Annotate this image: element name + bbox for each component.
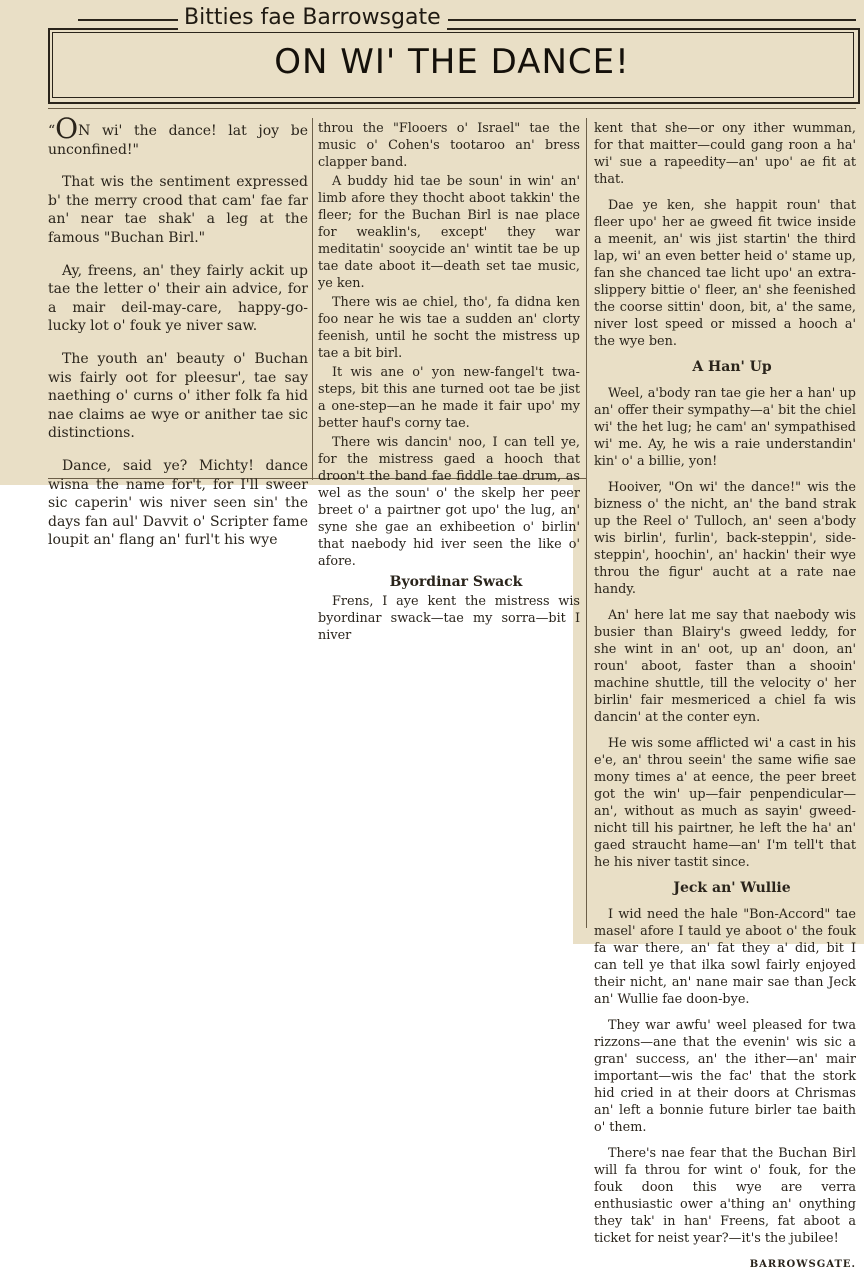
kicker-rule-left xyxy=(78,19,178,21)
column-rule-2 xyxy=(586,118,587,928)
column-3 xyxy=(594,120,856,1282)
subheading-jeck-an-wullie: Jeck an' Wullie xyxy=(673,880,791,896)
author-byline: BARROWSGATE. xyxy=(749,1259,856,1270)
paragraph: There's nae fear that the Buchan Birl will fa throu for wint o' fouk, for the fouk doon this wye are verra enthusiastic ower a'thing an' onything they tak' in han' Freens, fat aboot a ticket for neist year?—it's the jubilee! xyxy=(594,1146,856,1246)
header-underline xyxy=(48,108,856,109)
kicker-title: Bitties fae Barrowsgate xyxy=(178,5,447,31)
paragraph: A buddy hid tae be soun' in win' an' limb afore they thocht aboot takkin' the fleer; for the Buchan Birl is nae place for weaklin's, except' they war meditatin' sooycide an' wintit tae be up tae date aboot it—death set tae music, ye ken. xyxy=(318,174,580,291)
column-2 xyxy=(318,120,580,646)
paragraph: The youth an' beauty o' Buchan wis fairly oot for pleesur', tae say naething o' curns o' ither folk fa hid nae claims ae wye or anither tae sic distinctions. xyxy=(48,350,308,442)
paragraph: throu the "Flooers o' Israel" tae the music o' Cohen's tootaroo an' bress clapper band. xyxy=(318,121,580,170)
paragraph: Weel, a'body ran tae gie her a han' up an' offer their sympathy—a' bit the chiel wi' the het lug; he cam' an' sympathised wi' me. Ay, he wis a raie understandin' kin' o' a billie, yon! xyxy=(594,386,856,469)
opening-quote: “ON wi' the dance! lat joy be unconfined!" xyxy=(48,112,308,158)
paragraph: There wis dancin' noo, I can tell ye, for the mistress gaed a hooch that droon't the band fae fiddle tae drum, as wel as the soun' o' the skelp her peer breet o' a pairtner got upo' the lug, an' syne she gae an exhibeetion o' birlin' that naebody hid iver seen the like o' afore. xyxy=(318,435,580,569)
paragraph: Ay, freens, an' they fairly ackit up tae the letter o' their ain advice, for a mair deil-may-care, happy-go-lucky lot o' fouk ye niver saw. xyxy=(48,262,308,335)
paragraph: That wis the sentiment expressed b' the merry crood that cam' fae far an' near tae shak' a leg at the famous "Buchan Birl." xyxy=(48,174,308,246)
paragraph: Frens, I aye kent the mistress wis byordinar swack—tae my sorra—bit I niver xyxy=(318,594,580,643)
paragraph: Dae ye ken, she happit roun' that fleer upo' her ae gweed fit twice inside a meenit, an' wis jist startin' the third lap, wi' an even better heid o' stame up, fan she chanced tae licht upo' an extra-slippery bittie o' fleer, an' she feenished the coorse sittin' doon, bit, a' the same, niver lost speed or missed a hooch a' the wye ben. xyxy=(594,198,856,349)
paragraph: Dance, said ye? Michty! dance wisna the name for't, for I'll sweer sic caperin' wis niver seen sin' the days fan aul' Davvit o' Scripter fame loupit an' flang an' furl't his wye xyxy=(48,457,308,549)
headline: ON WI' THE DANCE! xyxy=(274,42,630,82)
paragraph: An' here lat me say that naebody wis busier than Blairy's gweed leddy, for she wint in an' oot, up an' doon, an' roun' aboot, faster than a shooin' machine shuttle, till the velocity o' her birlin' fair mesmericed a chiel fa wis dancin' at the conter eyn. xyxy=(594,608,856,725)
paragraph: I wid need the hale "Bon-Accord" tae masel' afore I tauld ye aboot o' the fouk fa war there, an' fat they a' did, bit I can tell ye that ilka sowl fairly enjoyed their nicht, an' nane mair sae than Jeck an' Wullie fae doon-bye. xyxy=(594,907,856,1007)
column-1 xyxy=(48,112,308,564)
kicker-rule-right xyxy=(448,19,856,21)
paragraph: There wis ae chiel, tho', fa didna ken foo near he wis tae a sudden an' clorty feenish, until he socht the mistress up tae a bit birl. xyxy=(318,295,580,361)
paragraph: He wis some afflicted wi' a cast in his e'e, an' throu seein' the same wifie sae mony times a' at eence, the peer breet got the win' up—fair penpendicular—an', without as much as sayin' gweed-nicht till his pairtner, he left the ha' an' gaed straucht hame—an' I'm tell't that he his niver tastit since. xyxy=(594,736,856,870)
column-rule-1 xyxy=(312,118,313,480)
paragraph: Hooiver, "On wi' the dance!" wis the bizness o' the nicht, an' the band strak up the Reel o' Tulloch, an' seen a'body wis birlin', furlin', back-steppin', side-steppin', hoochin', an' hackin' their wye throu the figur' aucht at a rate nae handy. xyxy=(594,480,856,597)
paragraph: They war awfu' weel pleased for twa rizzons—ane that the evenin' wis sic a gran' success, an' the ither—an' mair important—wis the fac' that the stork hid cried in at their doors at Chrismas an' left a bonnie future birler tae baith o' them. xyxy=(594,1018,856,1135)
subheading-a-han-up: A Han' Up xyxy=(692,359,772,375)
paragraph: It wis ane o' yon new-fangel't twa-steps, bit this ane turned oot tae be jist a one-step—an he made it fair upo' my better hauf's corny tae. xyxy=(318,365,580,431)
kicker-rule xyxy=(48,2,856,32)
subheading-byordinar-swack: Byordinar Swack xyxy=(389,574,523,590)
paragraph: kent that she—or ony ither wumman, for that maitter—could gang roon a ha' wi' sue a rapeedity—an' upo' ae fit at that. xyxy=(594,121,856,187)
drop-cap: O xyxy=(55,112,79,145)
